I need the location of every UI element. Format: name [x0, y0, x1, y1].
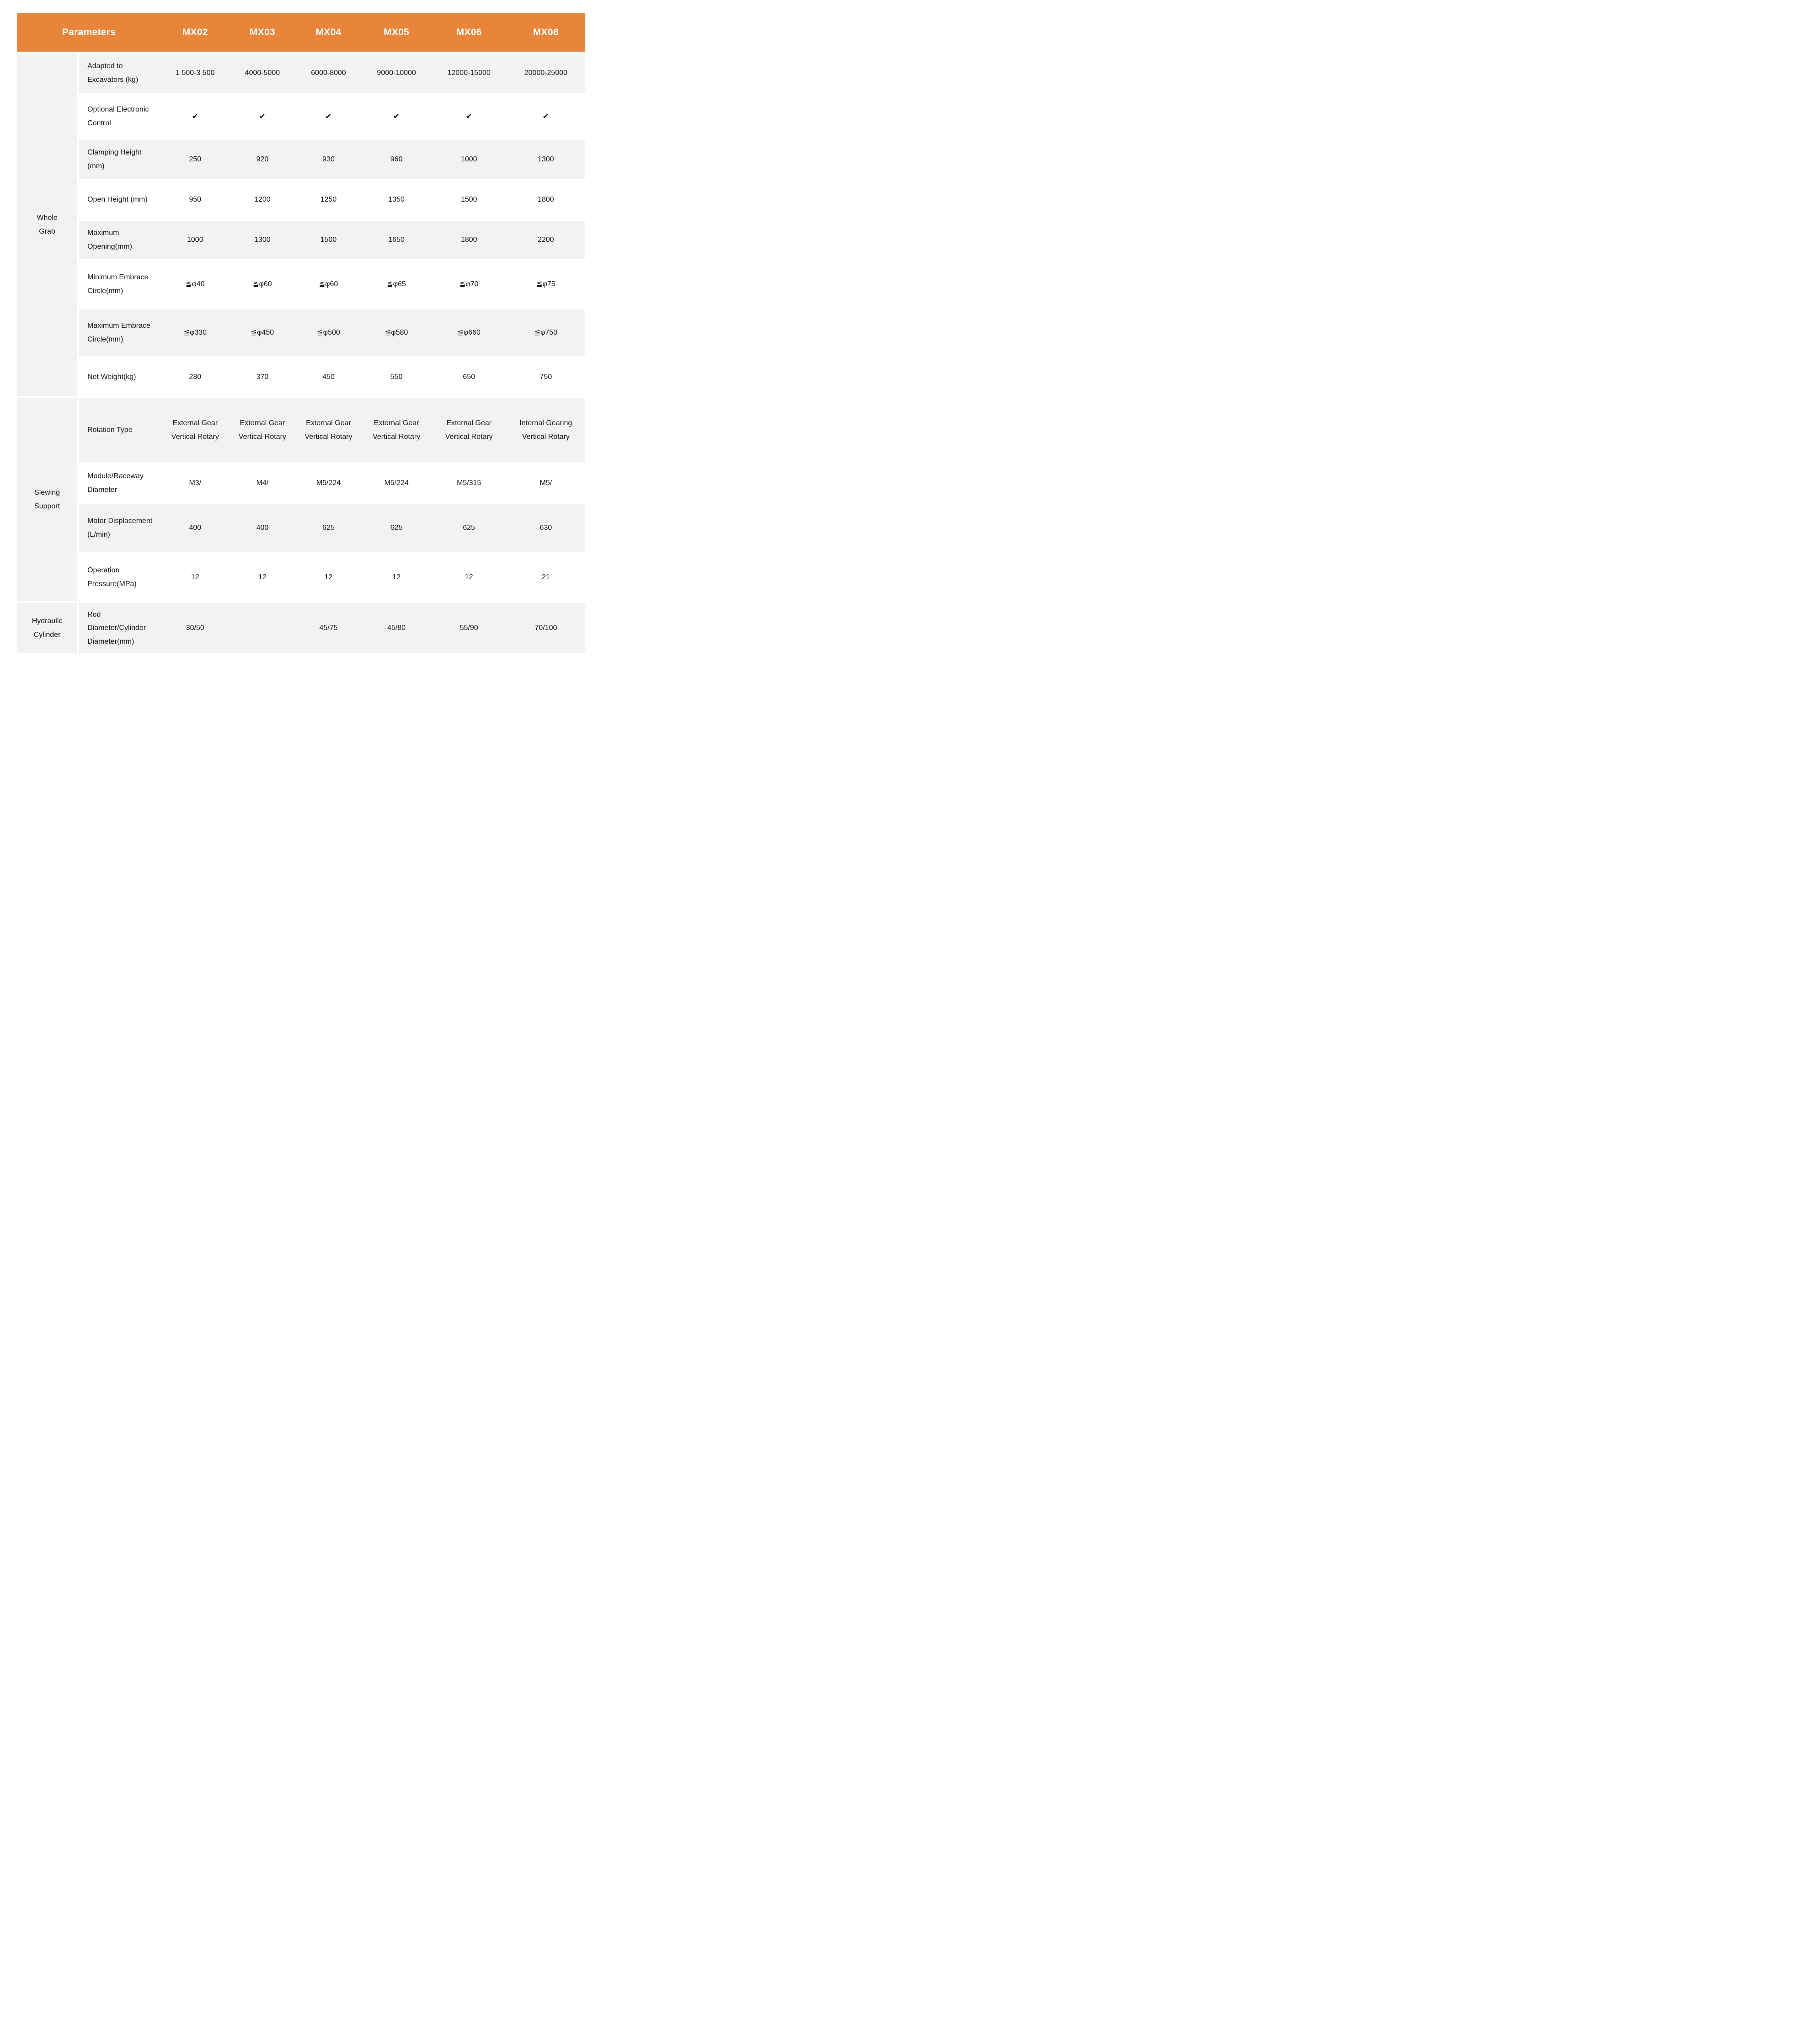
value-cell: External Gear Vertical Rotary — [432, 398, 507, 464]
param-label-adapted-to-excavators-kg-: Adapted to Excavators (kg) — [79, 53, 161, 95]
value-cell: 12 — [229, 554, 295, 603]
value-cell: 960 — [362, 140, 432, 181]
value-cell: 1800 — [432, 221, 507, 261]
value-cell: 750 — [507, 358, 585, 398]
table-row — [17, 53, 585, 95]
param-label-optional-electronic-control: Optional Electronic Control — [79, 95, 161, 140]
value-cell: M5/315 — [432, 464, 507, 504]
value-cell: ≦φ60 — [295, 261, 361, 310]
value-cell: 21 — [507, 554, 585, 603]
value-cell: M3/ — [161, 464, 229, 504]
value-cell: 370 — [229, 358, 295, 398]
value-cell: 650 — [432, 358, 507, 398]
value-cell: M5/224 — [362, 464, 432, 504]
table-row — [17, 398, 585, 464]
table-row — [17, 358, 585, 398]
value-cell: 625 — [295, 504, 361, 554]
value-cell: 400 — [161, 504, 229, 554]
value-cell: 250 — [161, 140, 229, 181]
column-header-mx03: MX03 — [229, 13, 295, 53]
value-cell: 625 — [362, 504, 432, 554]
value-cell: 1300 — [229, 221, 295, 261]
check-icon: ✔ — [432, 95, 507, 140]
value-cell: 1300 — [507, 140, 585, 181]
value-cell: 55/90 — [432, 603, 507, 655]
value-cell: 20000-25000 — [507, 53, 585, 95]
table-row — [17, 261, 585, 310]
param-label-module-raceway-diameter: Module/Raceway Diameter — [79, 464, 161, 504]
value-cell: 9000-10000 — [362, 53, 432, 95]
value-cell: 45/75 — [295, 603, 361, 655]
value-cell: ≦φ330 — [161, 310, 229, 358]
column-header-mx04: MX04 — [295, 13, 361, 53]
value-cell: 2200 — [507, 221, 585, 261]
param-label-maximum-embrace-circle-mm-: Maximum Embrace Circle(mm) — [79, 310, 161, 358]
check-icon: ✔ — [161, 95, 229, 140]
param-label-minimum-embrace-circle-mm-: Minimum Embrace Circle(mm) — [79, 261, 161, 310]
header-row — [17, 13, 585, 53]
value-cell: ≦φ40 — [161, 261, 229, 310]
value-cell: 1500 — [295, 221, 361, 261]
value-cell: 920 — [229, 140, 295, 181]
param-label-rod-diameter-cylinder-diameter-mm-: Rod Diameter/Cylinder Diameter(mm) — [79, 603, 161, 655]
check-icon: ✔ — [362, 95, 432, 140]
value-cell: Internal Gearing Vertical Rotary — [507, 398, 585, 464]
value-cell: 630 — [507, 504, 585, 554]
value-cell: ≦φ65 — [362, 261, 432, 310]
value-cell: 930 — [295, 140, 361, 181]
value-cell: 70/100 — [507, 603, 585, 655]
value-cell: ≦φ450 — [229, 310, 295, 358]
spec-sheet — [0, 0, 603, 681]
value-cell: 6000-8000 — [295, 53, 361, 95]
param-label-maximum-opening-mm-: Maximum Opening(mm) — [79, 221, 161, 261]
table-row — [17, 140, 585, 181]
table-row — [17, 603, 585, 655]
value-cell: 280 — [161, 358, 229, 398]
value-cell: 1350 — [362, 181, 432, 221]
group-label-whole-grab: Whole Grab — [17, 53, 79, 398]
value-cell: External Gear Vertical Rotary — [161, 398, 229, 464]
parameters-header: Parameters — [17, 13, 161, 53]
value-cell: 1500 — [432, 181, 507, 221]
check-icon: ✔ — [295, 95, 361, 140]
param-label-rotation-type: Rotation Type — [79, 398, 161, 464]
column-header-mx05: MX05 — [362, 13, 432, 53]
value-cell: 1800 — [507, 181, 585, 221]
param-label-net-weight-kg-: Net Weight(kg) — [79, 358, 161, 398]
table-row — [17, 310, 585, 358]
param-label-open-height-mm-: Open Height (mm) — [79, 181, 161, 221]
value-cell: M5/224 — [295, 464, 361, 504]
value-cell: 30/50 — [161, 603, 229, 655]
value-cell: 550 — [362, 358, 432, 398]
param-label-motor-displacement-l-min-: Motor Displacement (L/min) — [79, 504, 161, 554]
group-label-slewing-support: Slewing Support — [17, 398, 79, 603]
spec-table — [17, 13, 585, 655]
value-cell: External Gear Vertical Rotary — [362, 398, 432, 464]
column-header-mx06: MX06 — [432, 13, 507, 53]
param-label-clamping-height-mm-: Clamping Height (mm) — [79, 140, 161, 181]
value-cell: ≦φ660 — [432, 310, 507, 358]
value-cell: 450 — [295, 358, 361, 398]
value-cell: ≦φ75 — [507, 261, 585, 310]
column-header-mx02: MX02 — [161, 13, 229, 53]
value-cell: 400 — [229, 504, 295, 554]
table-row — [17, 464, 585, 504]
value-cell: External Gear Vertical Rotary — [295, 398, 361, 464]
value-cell: External Gear Vertical Rotary — [229, 398, 295, 464]
value-cell: ≦φ750 — [507, 310, 585, 358]
value-cell — [229, 603, 295, 655]
value-cell: 12 — [161, 554, 229, 603]
param-label-operation-pressure-mpa-: Operation Pressure(MPa) — [79, 554, 161, 603]
value-cell: ≦φ500 — [295, 310, 361, 358]
group-label-hydraulic-cylinder: Hydraulic Cylinder — [17, 603, 79, 655]
value-cell: 1250 — [295, 181, 361, 221]
column-header-mx08: MX08 — [507, 13, 585, 53]
value-cell: 1 500-3 500 — [161, 53, 229, 95]
value-cell: 1000 — [432, 140, 507, 181]
value-cell: 1000 — [161, 221, 229, 261]
value-cell: 1650 — [362, 221, 432, 261]
value-cell: 4000-5000 — [229, 53, 295, 95]
value-cell: ≦φ60 — [229, 261, 295, 310]
value-cell: M4/ — [229, 464, 295, 504]
value-cell: 12 — [432, 554, 507, 603]
check-icon: ✔ — [229, 95, 295, 140]
table-row — [17, 554, 585, 603]
value-cell: ≦φ580 — [362, 310, 432, 358]
value-cell: ≦φ70 — [432, 261, 507, 310]
value-cell: 12 — [295, 554, 361, 603]
table-row — [17, 95, 585, 140]
table-row — [17, 181, 585, 221]
value-cell: 12 — [362, 554, 432, 603]
value-cell: 45/80 — [362, 603, 432, 655]
page — [0, 0, 603, 681]
value-cell: 950 — [161, 181, 229, 221]
value-cell: 1200 — [229, 181, 295, 221]
table-row — [17, 504, 585, 554]
value-cell: 12000-15000 — [432, 53, 507, 95]
value-cell: M5/ — [507, 464, 585, 504]
check-icon: ✔ — [507, 95, 585, 140]
value-cell: 625 — [432, 504, 507, 554]
table-row — [17, 221, 585, 261]
